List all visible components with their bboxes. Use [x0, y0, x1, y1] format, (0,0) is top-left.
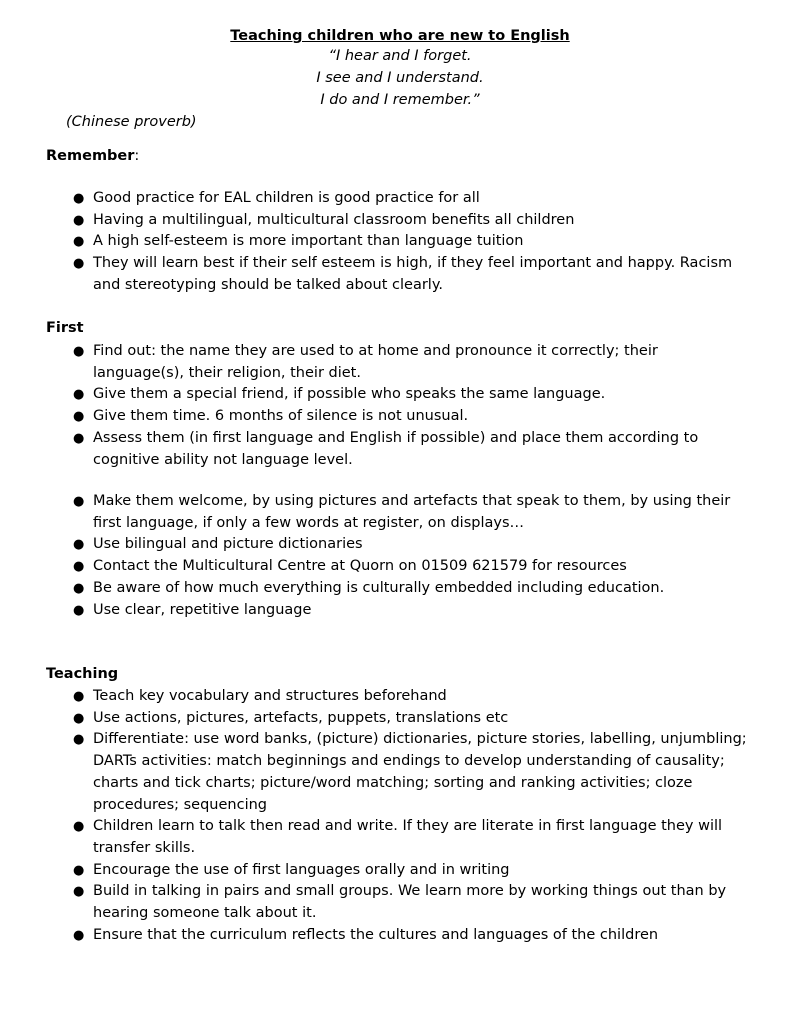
- list-item-text: Make them welcome, by using pictures and artefacts that speak to them, by using their first language, if only a few words at register, on displays…: [93, 493, 731, 531]
- list-item: [0, 384, 791, 406]
- list-item: [0, 686, 791, 708]
- list-item-text: They will learn best if their self esteem is high, if they feel important and happy. Racism and stereotyping should be talked about clearly.: [93, 255, 733, 293]
- list-item: [0, 816, 791, 859]
- quote-source: (Chinese proverb): [66, 114, 197, 130]
- section-heading-teaching: Teaching: [46, 666, 119, 682]
- bullet-icon: ●: [73, 580, 85, 596]
- section-heading-remember-text: Remember: [46, 148, 135, 164]
- bullet-icon: ●: [73, 884, 85, 900]
- list-item-text: Find out: the name they are used to at home and pronounce it correctly; their language(s), their religion, their diet.: [93, 343, 658, 381]
- quote-line-1: “I hear and I forget.: [328, 48, 472, 64]
- list-item-text: Children learn to talk then read and write. If they are literate in first language they will transfer skills.: [93, 818, 723, 856]
- list-item-text: Use bilingual and picture dictionaries: [93, 536, 363, 553]
- list-item-text: Having a multilingual, multicultural classroom benefits all children: [93, 211, 575, 228]
- list-item: [0, 231, 791, 253]
- list-item-text: Differentiate: use word banks, (picture) dictionaries, picture stories, labelling, unjumbling; DARTs activities: match beginnings and endings to develop understanding of causality; charts and tick charts; picture/word matching; sorting and ranking activities; cloze procedures; sequencing: [93, 731, 747, 813]
- list-item-text: Assess them (in first language and English if possible) and place them according to cognitive ability not language level.: [93, 429, 699, 468]
- list-item-text: Contact the Multicultural Centre at Quorn on 01509 621579 for resources: [93, 558, 627, 575]
- section-heading-remember-colon: :: [134, 148, 140, 164]
- list-item: [0, 556, 791, 578]
- bullet-icon: ●: [73, 862, 85, 878]
- list-item: [0, 491, 791, 534]
- first-list-more: [0, 491, 791, 621]
- bullet-icon: ●: [73, 689, 85, 704]
- list-item-text: A high self-esteem is more important than language tuition: [93, 233, 524, 250]
- list-item: [0, 925, 791, 947]
- bullet-icon: ●: [73, 234, 85, 250]
- bullet-icon: ●: [73, 409, 85, 425]
- list-item: [0, 428, 791, 471]
- bullet-icon: ●: [73, 256, 85, 272]
- list-item-text: Build in talking in pairs and small groups. We learn more by working things out than by hearing someone talk about it.: [93, 883, 727, 922]
- list-item: [0, 534, 791, 556]
- bullet-icon: ●: [73, 191, 85, 206]
- remember-list: [0, 188, 791, 297]
- section-heading-first: First: [46, 320, 84, 336]
- list-item-text: Teach key vocabulary and structures beforehand: [93, 688, 447, 704]
- bullet-icon: ●: [73, 710, 85, 726]
- list-item-text: Ensure that the curriculum reflects the cultures and languages of the children: [93, 926, 659, 943]
- list-item: [0, 406, 791, 428]
- list-item: [0, 188, 791, 210]
- list-item-text: Use actions, pictures, artefacts, puppets, translations etc: [93, 709, 509, 726]
- list-item-text: Good practice for EAL children is good practice for all: [93, 190, 480, 206]
- quote-line-3: I do and I remember.”: [320, 92, 480, 108]
- list-item: [0, 860, 791, 882]
- page-title: Teaching children who are new to English: [230, 28, 570, 44]
- list-item-text: Give them a special friend, if possible who speaks the same language.: [93, 386, 606, 403]
- bullet-icon: ●: [73, 602, 85, 618]
- list-item: [0, 600, 791, 622]
- bullet-icon: ●: [73, 732, 85, 748]
- list-item: [0, 253, 791, 296]
- quote-line-2: I see and I understand.: [316, 70, 484, 86]
- bullet-icon: ●: [73, 537, 85, 553]
- bullet-icon: ●: [73, 212, 85, 228]
- list-item-text: Be aware of how much everything is culturally embedded including education.: [93, 579, 665, 596]
- bullet-icon: ●: [73, 819, 85, 835]
- bullet-icon: ●: [73, 927, 85, 943]
- list-item: [0, 578, 791, 600]
- list-item: [0, 881, 791, 924]
- bullet-icon: ●: [73, 344, 85, 359]
- teaching-list: [0, 686, 791, 946]
- list-item: [0, 341, 791, 384]
- list-item-text: Use clear, repetitive language: [93, 601, 312, 618]
- section-heading-remember: [46, 146, 139, 166]
- list-item: [0, 708, 791, 730]
- first-list: [0, 341, 791, 471]
- bullet-icon: ●: [73, 494, 85, 509]
- list-item-text: Give them time. 6 months of silence is not unusual.: [93, 408, 469, 425]
- bullet-icon: ●: [73, 559, 85, 575]
- bullet-icon: ●: [73, 430, 85, 446]
- list-item-text: Encourage the use of first languages orally and in writing: [93, 861, 510, 878]
- list-item: [0, 210, 791, 232]
- bullet-icon: ●: [73, 387, 85, 403]
- list-item: [0, 729, 791, 816]
